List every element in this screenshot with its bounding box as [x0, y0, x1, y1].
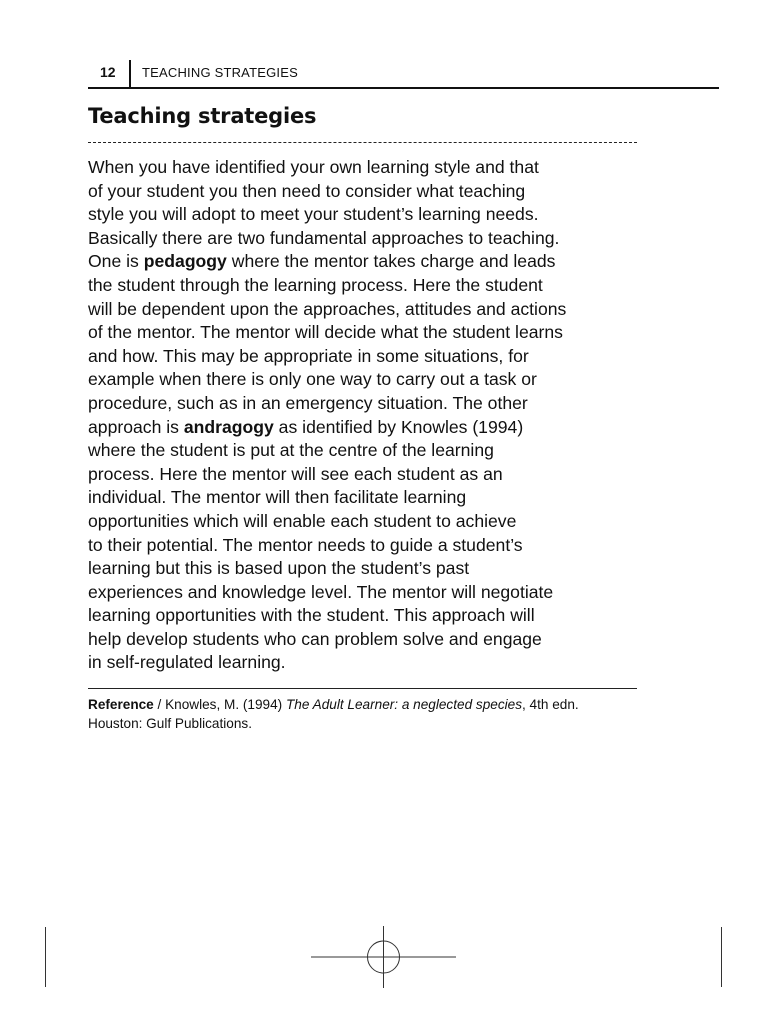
body-line: learning opportunities with the student. This approach will [88, 605, 535, 626]
body-line: in self-regulated learning. [88, 652, 286, 673]
section-title: Teaching strategies [88, 104, 317, 128]
body-line: procedure, such as in an emergency situation. The other [88, 392, 528, 413]
body-line: experiences and knowledge level. The mentor will negotiate [88, 581, 554, 602]
reference-publisher: Houston: Gulf Publications. [88, 715, 252, 731]
body-line: to their potential. The mentor needs to guide a student’s [88, 534, 523, 555]
reference-note [88, 696, 648, 733]
reference-book-title: The Adult Learner: a neglected species [285, 697, 522, 712]
body-line: of the mentor. The mentor will decide what the student learns [88, 322, 563, 343]
crop-mark-right [721, 927, 722, 987]
registration-mark-icon [311, 926, 456, 988]
term-pedagogy: pedagogy [143, 251, 227, 272]
body-line: When you have identified your own learning style and that [88, 157, 539, 177]
body-text-run: approach is [88, 416, 184, 437]
term-andragogy: andragogy [183, 416, 274, 437]
body-paragraph [88, 156, 648, 675]
body-text-run: where the mentor takes charge and leads [226, 251, 556, 272]
page-number: 12 [100, 64, 116, 80]
reference-divider [88, 688, 637, 689]
running-head: TEACHING STRATEGIES [142, 65, 298, 80]
body-text-run: as identified by Knowles (1994) [273, 416, 524, 437]
body-line: opportunities which will enable each student to achieve [88, 510, 517, 531]
body-line [88, 250, 648, 274]
reference-line [88, 696, 648, 715]
body-line: style you will adopt to meet your student’s learning needs. [88, 204, 539, 225]
crop-mark-left [45, 927, 46, 987]
body-line: and how. This may be appropriate in some situations, for [88, 345, 529, 366]
body-line: Basically there are two fundamental approaches to teaching. [88, 227, 560, 248]
reference-edition: , 4th edn. [522, 697, 579, 712]
body-line [88, 416, 648, 440]
header-divider [129, 60, 131, 87]
running-header [88, 60, 719, 89]
body-line: help develop students who can problem solve and engage [88, 628, 542, 649]
dashed-divider [88, 142, 637, 143]
reference-label: Reference [88, 697, 154, 712]
body-line: individual. The mentor will then facilitate learning [88, 487, 467, 508]
body-line: of your student you then need to consider what teaching [88, 180, 526, 201]
reference-author: / Knowles, M. (1994) [153, 697, 286, 712]
body-line: will be dependent upon the approaches, attitudes and actions [88, 298, 567, 319]
body-line: example when there is only one way to carry out a task or [88, 369, 537, 390]
body-line: process. Here the mentor will see each student as an [88, 463, 503, 484]
body-line: where the student is put at the centre of the learning [88, 440, 494, 461]
body-line: the student through the learning process. Here the student [88, 274, 543, 295]
body-text-run: One is [88, 251, 144, 272]
body-line: learning but this is based upon the student’s past [88, 558, 470, 579]
